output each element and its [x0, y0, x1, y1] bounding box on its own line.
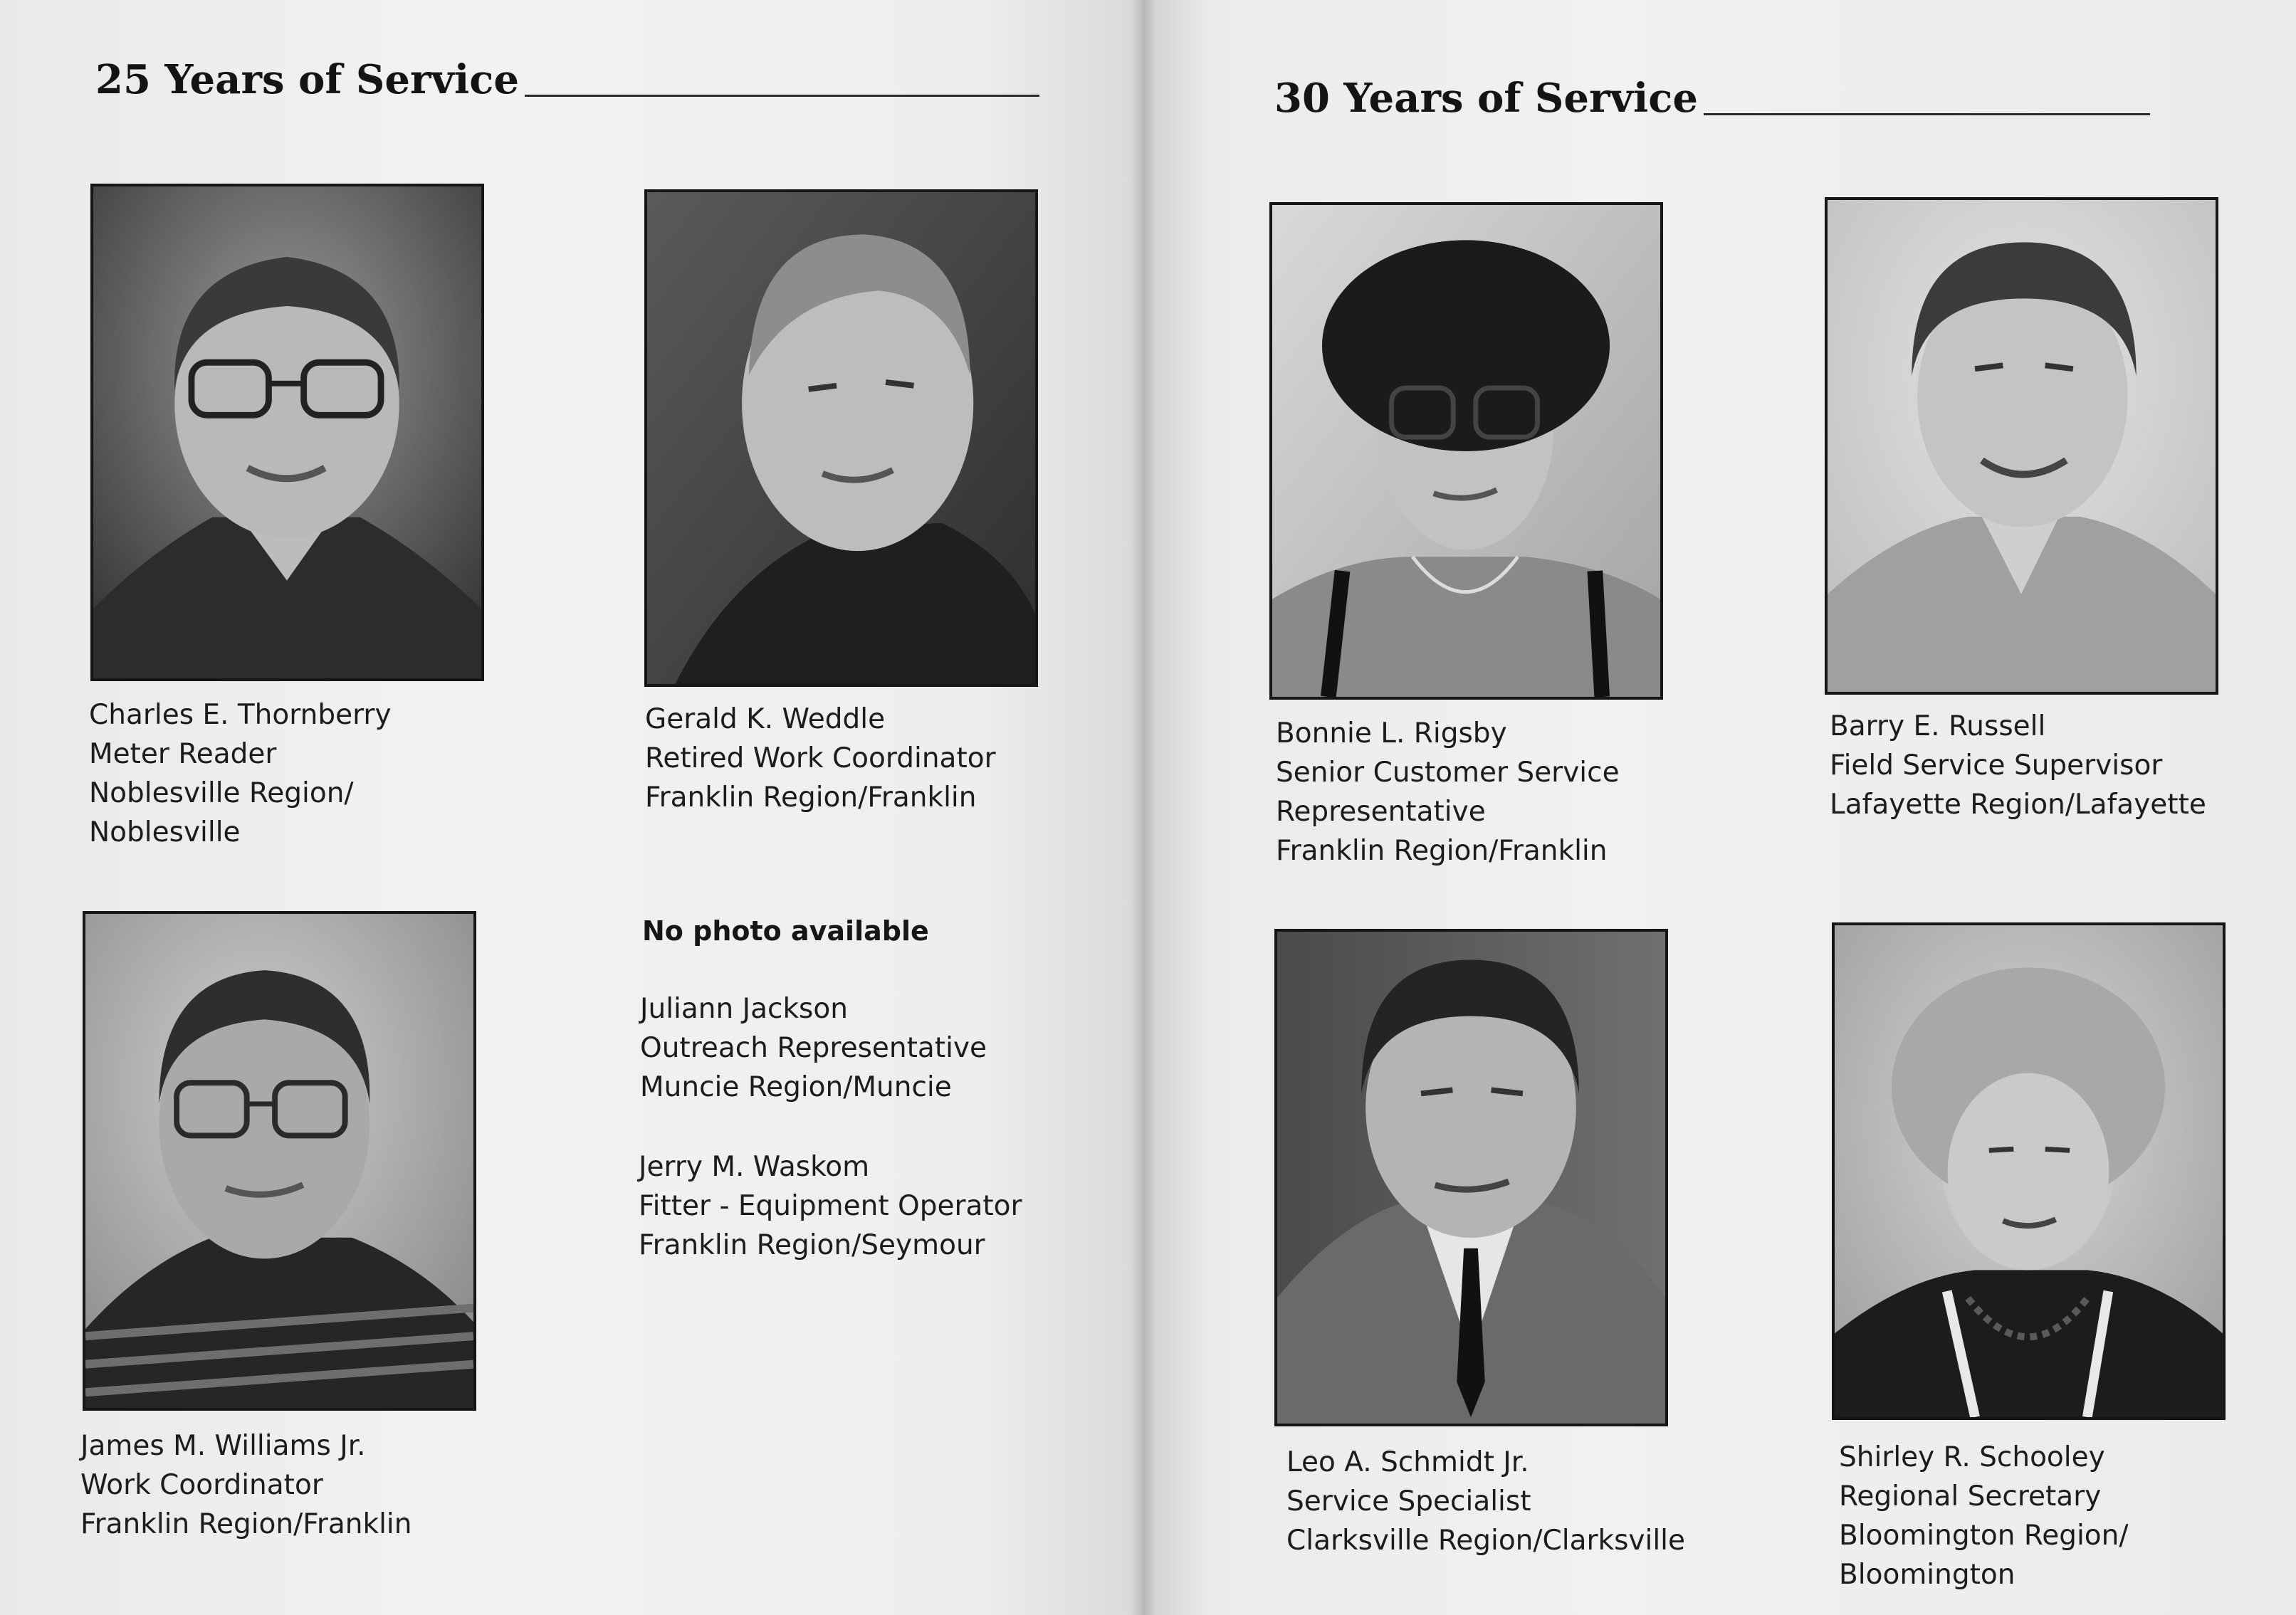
employee-name: Juliann Jackson [640, 993, 848, 1025]
employee-name: James M. Williams Jr. [80, 1430, 366, 1462]
employee-caption [80, 1426, 412, 1544]
heading-rule [525, 95, 1039, 97]
section-heading-30-years [1274, 75, 2150, 122]
no-photo-label: No photo available [642, 915, 929, 947]
employee-name: Gerald K. Weddle [645, 703, 886, 735]
employee-title: Regional Secretary [1839, 1480, 2102, 1513]
employee-photo [1274, 929, 1668, 1426]
employee-photo [1825, 197, 2218, 695]
employee-location: Bloomington [1839, 1559, 2015, 1591]
employee-location: Clarksville Region/Clarksville [1286, 1525, 1686, 1557]
employee-title: Service Specialist [1286, 1485, 1531, 1517]
employee-caption [89, 695, 392, 852]
employee-location: Lafayette Region/Lafayette [1830, 789, 2206, 821]
employee-name: Bonnie L. Rigsby [1276, 717, 1507, 749]
employee-title: Outreach Representative [640, 1032, 987, 1064]
employee-photo [1269, 202, 1663, 700]
employee-name: Shirley R. Schooley [1839, 1441, 2105, 1473]
left-page [0, 0, 1143, 1615]
employee-title: Retired Work Coordinator [645, 742, 996, 774]
employee-title: Field Service Supervisor [1830, 749, 2163, 782]
employee-photo [644, 189, 1038, 687]
employee-caption [1276, 714, 1620, 870]
heading-title: 25 Years of Service [95, 56, 520, 103]
employee-title: Meter Reader [89, 738, 277, 770]
employee-name: Barry E. Russell [1830, 710, 2046, 742]
section-heading-25-years [95, 56, 1039, 103]
employee-location: Franklin Region/Franklin [1276, 835, 1608, 867]
heading-rule [1704, 113, 2150, 115]
employee-name: Leo A. Schmidt Jr. [1286, 1446, 1529, 1478]
employee-location: Franklin Region/Seymour [639, 1229, 985, 1261]
employee-title: Representative [1276, 796, 1486, 828]
employee-photo [83, 911, 476, 1411]
book-spine [1131, 0, 1155, 1615]
employee-caption [1830, 707, 2206, 824]
employee-name: Charles E. Thornberry [89, 699, 392, 731]
employee-caption [640, 989, 987, 1107]
employee-location: Muncie Region/Muncie [640, 1071, 952, 1103]
employee-photo [90, 184, 484, 681]
employee-photo [1832, 922, 2226, 1420]
employee-location: Franklin Region/Franklin [80, 1508, 412, 1540]
employee-caption [645, 700, 996, 817]
employee-caption [1286, 1443, 1685, 1560]
employee-location: Franklin Region/Franklin [645, 782, 977, 814]
right-page [1143, 0, 2296, 1615]
employee-title: Senior Customer Service [1276, 757, 1620, 789]
employee-location: Noblesville [89, 816, 241, 848]
employee-name: Jerry M. Waskom [639, 1151, 870, 1183]
employee-location: Bloomington Region/ [1839, 1520, 2129, 1552]
employee-title: Fitter - Equipment Operator [639, 1190, 1022, 1222]
employee-caption [639, 1147, 1022, 1265]
heading-title: 30 Years of Service [1274, 75, 1699, 122]
employee-location: Noblesville Region/ [89, 777, 354, 809]
employee-caption [1839, 1438, 2129, 1594]
employee-title: Work Coordinator [80, 1469, 323, 1501]
